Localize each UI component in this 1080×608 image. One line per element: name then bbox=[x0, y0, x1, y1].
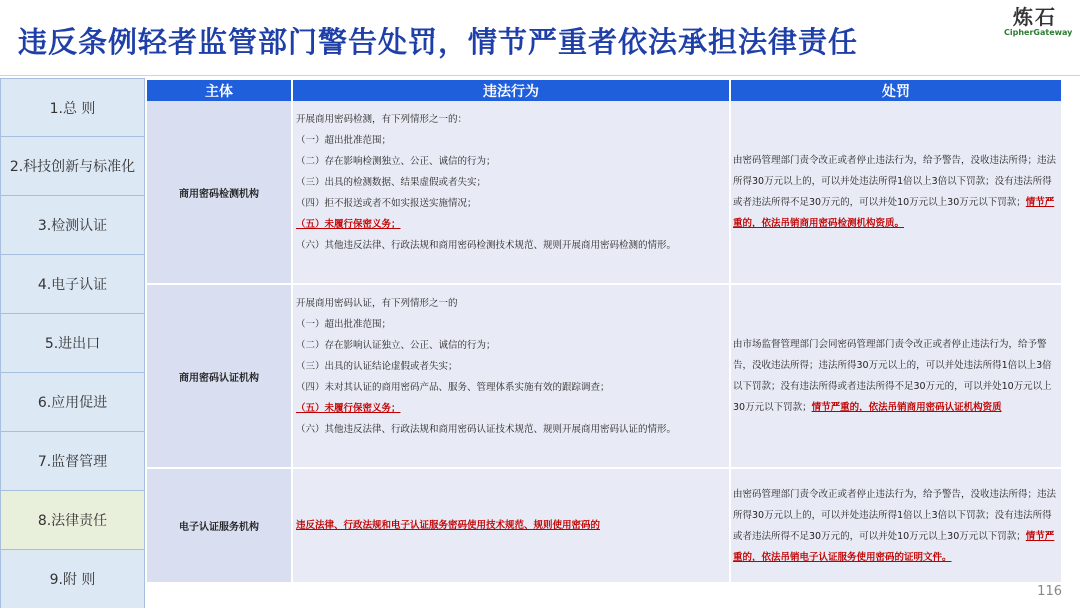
penalty-text: 由市场监督管理部门会同密码管理部门责令改正或者停止违法行为，给予警告，没收违法所得；违法所得30万元以上的，可以并处违法所得1倍以上3倍以下罚款；没有违法所得或者违法所得不足30万元的，可以并处10万元以上30万元以下罚款； bbox=[733, 339, 1052, 413]
violation-line: （六）其他违反法律、行政法规和商用密码检测技术规范、规则开展商用密码检测的情形。 bbox=[296, 240, 677, 251]
violation-line: （四）未对其认证的商用密码产品、服务、管理体系实施有效的跟踪调查； bbox=[296, 382, 610, 393]
nav-item-innovation[interactable]: 2.科技创新与标准化 bbox=[0, 137, 145, 196]
row-violations bbox=[293, 101, 731, 283]
row-violations bbox=[293, 469, 731, 582]
penalty-text-highlight: 情节严重的，依法吊销电子认证服务使用密码的证明文件。 bbox=[733, 530, 1055, 563]
table-row-e-auth bbox=[147, 469, 1061, 584]
row-subject: 商用密码检测机构 bbox=[147, 101, 293, 283]
table-header bbox=[147, 80, 1061, 101]
sidebar-nav bbox=[0, 78, 145, 608]
violation-line: （二）存在影响认证独立、公正、诚信的行为； bbox=[296, 340, 496, 351]
violation-line: （三）出具的检测数据、结果虚假或者失实； bbox=[296, 177, 487, 188]
violation-line: （一）超出批准范围； bbox=[296, 319, 392, 330]
page-number: 116 bbox=[1037, 584, 1062, 599]
liability-table bbox=[147, 80, 1061, 584]
header-penalty: 处罚 bbox=[731, 80, 1061, 101]
penalty-text: 由密码管理部门责令改正或者停止违法行为，给予警告，没收违法所得；违法所得30万元以上的，可以并处违法所得1倍以上3倍以下罚款；没有违法所得或者违法所得不足30万元的，可以并处10万元以上30万元以下罚款； bbox=[733, 155, 1057, 208]
nav-item-testing-cert[interactable]: 3.检测认证 bbox=[0, 196, 145, 255]
violation-line: （二）存在影响检测独立、公正、诚信的行为； bbox=[296, 156, 496, 167]
row-penalty bbox=[731, 285, 1061, 467]
penalty-text: 由密码管理部门责令改正或者停止违法行为，给予警告，没收违法所得；违法所得30万元以上的，可以并处违法所得1倍以上3倍以下罚款；没有违法所得或者违法所得不足30万元的，可以并处10万元以上30万元以下罚款； bbox=[733, 488, 1057, 542]
table-row-testing bbox=[147, 101, 1061, 285]
header-subject: 主体 bbox=[147, 80, 293, 101]
penalty-text-highlight: 情节严重的，依法吊销商用密码检测机构资质。 bbox=[733, 197, 1055, 229]
violation-line: （四）拒不报送或者不如实报送实施情况； bbox=[296, 198, 477, 209]
table-row-certification bbox=[147, 285, 1061, 469]
logo-text-en: CipherGateway bbox=[1004, 28, 1073, 37]
violation-line: 开展商用密码检测，有下列情形之一的： bbox=[296, 114, 468, 125]
row-violations bbox=[293, 285, 731, 467]
violation-line-highlight: （五）未履行保密义务； bbox=[296, 219, 401, 230]
row-penalty bbox=[731, 469, 1061, 582]
penalty-text-highlight: 情节严重的，依法吊销商用密码认证机构资质 bbox=[811, 402, 1002, 413]
violation-line: （六）其他违反法律、行政法规和商用密码认证技术规范、规则开展商用密码认证的情形。 bbox=[296, 424, 677, 435]
company-logo bbox=[1004, 5, 1073, 38]
nav-item-general[interactable]: 1.总 则 bbox=[0, 78, 145, 137]
violation-line: （一）超出批准范围； bbox=[296, 135, 392, 146]
header-violation: 违法行为 bbox=[293, 80, 731, 101]
violation-line: 开展商用密码认证，有下列情形之一的 bbox=[296, 298, 458, 309]
violation-line-highlight: 违反法律、行政法规和电子认证服务密码使用技术规范、规则使用密码的 bbox=[296, 520, 601, 531]
row-subject: 商用密码认证机构 bbox=[147, 285, 293, 467]
violation-line-highlight: （五）未履行保密义务； bbox=[296, 403, 401, 414]
nav-item-legal-liability[interactable]: 8.法律责任 bbox=[0, 491, 145, 550]
violation-line: （三）出具的认证结论虚假或者失实； bbox=[296, 361, 458, 372]
nav-item-appendix[interactable]: 9.附 则 bbox=[0, 550, 145, 608]
row-subject: 电子认证服务机构 bbox=[147, 469, 293, 582]
nav-item-e-auth[interactable]: 4.电子认证 bbox=[0, 255, 145, 314]
logo-text-cn: 炼石 bbox=[1013, 5, 1057, 29]
nav-item-application[interactable]: 6.应用促进 bbox=[0, 373, 145, 432]
row-penalty bbox=[731, 101, 1061, 283]
nav-item-import-export[interactable]: 5.进出口 bbox=[0, 314, 145, 373]
page-title: 违反条例轻者监管部门警告处罚，情节严重者依法承担法律责任 bbox=[18, 25, 859, 59]
header-divider bbox=[0, 75, 1080, 76]
nav-item-supervision[interactable]: 7.监督管理 bbox=[0, 432, 145, 491]
